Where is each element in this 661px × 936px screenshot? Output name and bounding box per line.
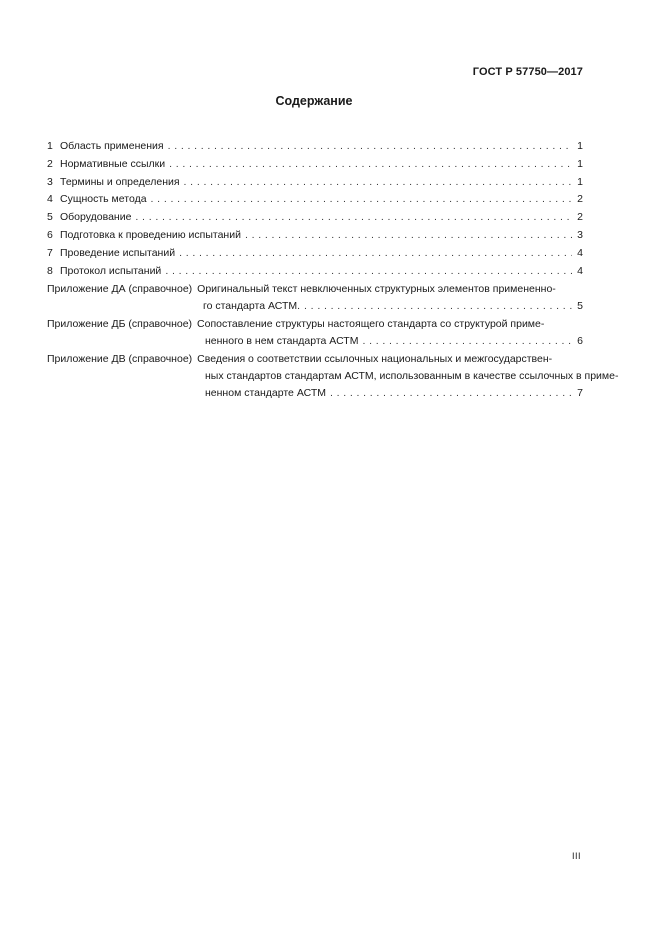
appendix-title-line: Оригинальный текст невключенных структурных элементов примененно- (197, 283, 556, 296)
toc-entry-page: 2 (577, 211, 583, 224)
toc-appendix-dv[interactable] (47, 351, 619, 402)
toc-leader-dots (135, 209, 572, 227)
appendix-title-line: Сопоставление структуры настоящего стандарта со структурой приме- (197, 318, 545, 331)
toc-entry-label: Область применения (60, 140, 164, 152)
toc-leader-dots (184, 174, 572, 192)
toc-entry[interactable] (47, 209, 583, 227)
toc-appendix-db[interactable] (47, 316, 583, 350)
toc-entry[interactable] (47, 263, 583, 281)
toc-entry-label: Сущность метода (60, 193, 147, 206)
toc-leader-dots (304, 298, 572, 315)
appendix-prefix: Приложение ДВ (справочное) (47, 353, 193, 366)
document-code: ГОСТ Р 57750—2017 (472, 66, 583, 78)
appendix-title-line: ных стандартов стандартам АСТМ, использованным в качестве ссылочных в приме- (205, 370, 619, 383)
toc-entry-page: 4 (577, 264, 583, 277)
toc-entry[interactable] (47, 174, 583, 192)
toc-entry-page: 1 (577, 175, 583, 188)
appendix-page: 6 (577, 335, 583, 348)
toc-leader-dots (169, 156, 572, 174)
toc-appendix-da[interactable] (47, 281, 583, 315)
toc-entry-label: Подготовка к проведению испытаний (60, 228, 241, 241)
toc-entry-label: Проведение испытаний (60, 246, 176, 259)
toc-entry-number: 4 (47, 193, 53, 206)
appendix-prefix: Приложение ДБ (справочное) (47, 318, 193, 331)
toc-entry-label: Нормативные ссылки (60, 157, 166, 170)
toc-entry-page: 1 (577, 140, 583, 152)
appendix-title-line: Сведения о соответствии ссылочных национальных и межгосударствен- (197, 353, 553, 366)
toc-leader-dots (151, 191, 572, 209)
toc-entry-page: 4 (577, 246, 583, 259)
appendix-title-line: го стандарта АСТМ. (203, 300, 301, 313)
toc-entry-number: 2 (47, 157, 53, 170)
toc-leader-dots (330, 385, 572, 402)
toc-entry-label: Термины и определения (60, 175, 180, 188)
toc-leader-dots (245, 227, 572, 245)
toc-leader-dots (165, 263, 572, 281)
toc-entry-page: 1 (577, 157, 583, 170)
toc-leader-dots (362, 333, 572, 350)
toc-entry-number: 1 (47, 140, 53, 152)
toc-entry-page: 2 (577, 193, 583, 206)
toc-entry-number: 7 (47, 246, 53, 259)
appendix-title-line: ненного в нем стандарта АСТМ (205, 335, 359, 348)
toc-entry[interactable] (47, 191, 583, 209)
toc-title: Содержание (275, 94, 353, 108)
appendix-page: 7 (577, 387, 583, 400)
toc-entry-number: 5 (47, 211, 53, 224)
toc-entry[interactable] (47, 138, 583, 156)
toc-leader-dots (168, 138, 572, 156)
toc-leader-dots (179, 245, 572, 263)
toc-entry-number: 3 (47, 175, 53, 188)
table-of-contents (47, 138, 619, 402)
toc-entry-label: Протокол испытаний (60, 264, 162, 277)
toc-entry-label: Оборудование (60, 211, 132, 224)
toc-entry[interactable] (47, 245, 583, 263)
appendix-title-line: ненном стандарте АСТМ (205, 387, 326, 400)
appendix-prefix: Приложение ДА (справочное) (47, 283, 193, 296)
toc-entry-number: 8 (47, 264, 53, 277)
appendix-page: 5 (577, 300, 583, 313)
toc-entry-number: 6 (47, 228, 53, 241)
page-number: III (571, 851, 581, 861)
toc-entry[interactable] (47, 227, 583, 245)
toc-entry[interactable] (47, 156, 583, 174)
toc-entry-page: 3 (577, 228, 583, 241)
